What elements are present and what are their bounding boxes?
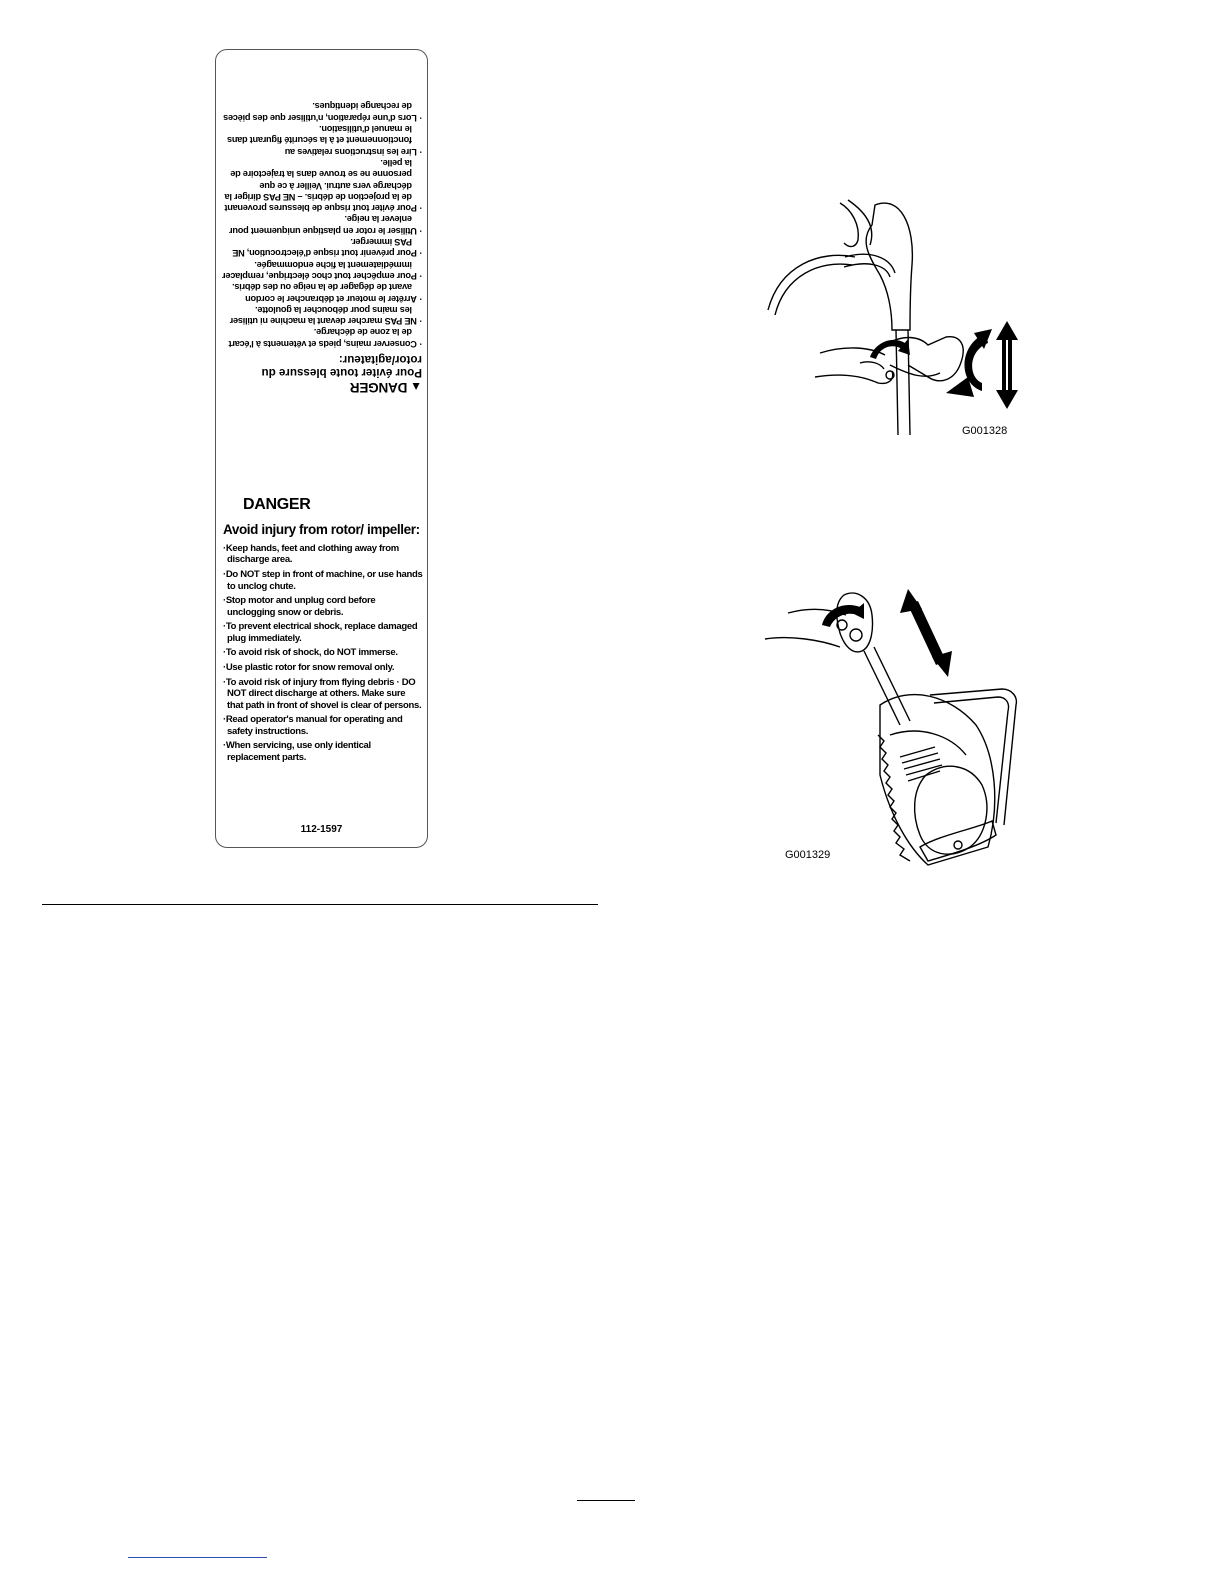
list-item: · To prevent electrical shock, replace damaged plug immediately. xyxy=(223,621,423,644)
decal-part-number: 112-1597 xyxy=(300,824,343,835)
decal-english-heading: DANGER xyxy=(243,496,311,513)
list-item: · To avoid risk of injury from flying debris · DO NOT direct discharge at others. Make sure that path in front of shovel is clear of persons. xyxy=(223,677,423,711)
decal-english-section xyxy=(223,496,423,767)
list-item: · Keep hands, feet and clothing away from discharge area. xyxy=(223,543,423,566)
list-item: · Utiliser le rotor en plastique uniquement pour enlever la neige. xyxy=(222,213,422,236)
list-item: · Pour éviter tout risque de blessures provenant de la projection de débris. – NE PAS diriger la décharge vers autrui. Veiller à ce que personne ne se trouve dans la trajectoire de la pelle. xyxy=(222,156,422,212)
figure-top xyxy=(760,195,1030,445)
warning-triangle-icon: ▲ xyxy=(410,379,422,394)
list-item: · To avoid risk of shock, do NOT immerse. xyxy=(223,647,423,658)
list-item: · Read operator's manual for operating and safety instructions. xyxy=(223,714,423,737)
list-item: · Do NOT step in front of machine, or use hands to unclog chute. xyxy=(223,569,423,592)
list-item: · Pour empêcher tout choc électrique, remplacer immédiatement la fiche endommagée. xyxy=(222,258,422,281)
figure-top-label: G001328 xyxy=(962,425,1008,437)
safety-decal xyxy=(215,49,428,848)
decal-french-heading: DANGER xyxy=(350,379,408,395)
list-item: · Conserver mains, pieds et vêtements à l'écart de la zone de décharge. xyxy=(222,326,422,349)
list-item: · NE PAS marcher devant la machine ni utiliser les mains pour déboucher la goulotte. xyxy=(222,303,422,326)
handle-adjust-knob-illustration-icon xyxy=(760,195,1030,445)
decal-french-section xyxy=(222,100,422,393)
list-item: · Lors d'une réparation, n'utiliser que des pièces de rechange identiques. xyxy=(222,100,422,123)
section-divider xyxy=(42,904,598,905)
decal-english-title: Avoid injury from rotor/ impeller: xyxy=(223,522,420,537)
list-item: · Lire les instructions relatives au fonctionnement et à la sécurité figurant dans le manuel d'utilisation. xyxy=(222,123,422,157)
list-item: · Stop motor and unplug cord before unclogging snow or debris. xyxy=(223,595,423,618)
list-item: · Use plastic rotor for snow removal only. xyxy=(223,662,423,673)
list-item: · Arrêter le moteur et débrancher le cordon avant de dégager de la neige ou des débris. xyxy=(222,281,422,304)
decal-french-title: Pour éviter toute blessure du rotor/agitateur: xyxy=(261,352,422,379)
footer-link-underline[interactable] xyxy=(128,1557,267,1558)
list-item: · Pour prévenir tout risque d'électrocution, NE PAS immerger. xyxy=(222,236,422,259)
figure-bottom-label: G001329 xyxy=(785,849,831,861)
handle-extend-shovel-illustration-icon xyxy=(760,585,1040,875)
list-item: · When servicing, use only identical replacement parts. xyxy=(223,740,423,763)
figure-bottom xyxy=(760,585,1040,875)
page-footer-rule xyxy=(577,1500,635,1501)
